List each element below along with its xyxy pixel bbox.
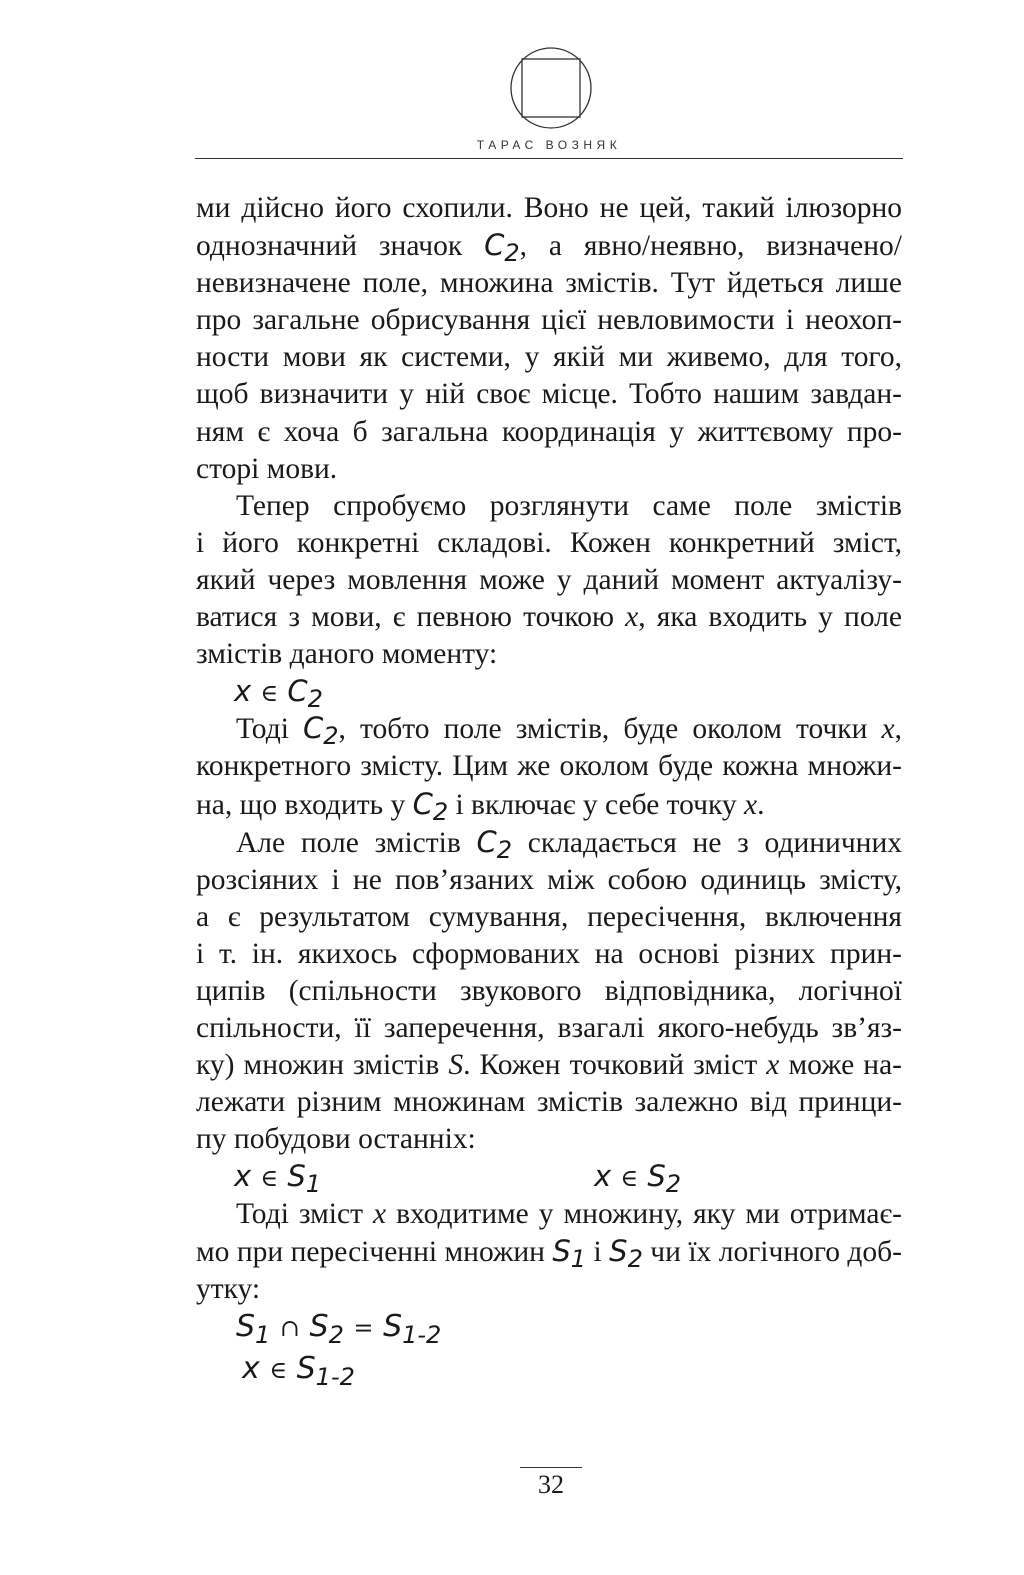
text-line: а є результатом сумування, пересічення, включення (196, 900, 902, 933)
formula-x-in-s12: x ∈ $S_{1-2}$ (242, 1350, 355, 1391)
text-line: Тоді $C_2$, тобто поле змістів, буде околом точки x, (236, 711, 902, 751)
page-body (196, 190, 902, 1392)
text-line: мо при пересіченні множин $S_1$ і $S_2$ чи їх логічного доб- (196, 1233, 902, 1273)
text-line: лежати різним множинам змістів залежно від принци- (196, 1086, 902, 1119)
text-line: утку: (196, 1272, 261, 1305)
formula-x-in-c2: x ∈ $C_2$ (234, 674, 323, 714)
text-line: невизначене поле, множина змістів. Тут йдеться лише (196, 267, 902, 300)
text-line: і т. ін. якихось сформованих на основі різних прин- (196, 937, 902, 970)
text-line: Тоді зміст x входитиме у множину, яку ми отримає- (236, 1197, 902, 1230)
text-line: змістів даного моменту: (196, 638, 498, 671)
text-line: ципів (спільности звукового відповідника, логічної (196, 974, 902, 1007)
text-line: про загальне обрисування цієї невловимости і неохоп- (196, 304, 902, 337)
text-line: ку) множин змістів S. Кожен точковий зміст x може на- (196, 1049, 902, 1082)
text-line: ми дійсно його схопили. Воно не цей, такий ілюзорно (196, 192, 902, 224)
text-line: ням є хоча б загальна координація у життєвому про- (196, 415, 902, 448)
text-line: Але поле змістів $C_2$ складається не з одиничних (236, 824, 902, 864)
text-line: ватися з мови, є певною точкою x, яка входить у поле (196, 601, 903, 634)
text-line: Тепер спробуємо розглянути саме поле змістів (236, 489, 902, 522)
text-line: розсіяних і не пов’язаних між собою одиниць змісту, (196, 863, 902, 896)
text-line: пу побудови останніх: (196, 1123, 476, 1156)
formula-x-in-s1: x ∈ $S_1$ (234, 1159, 322, 1199)
text-line: ности мови як системи, у якій ми живемо, для того, (196, 341, 902, 374)
text-line: щоб визначити у ній своє місце. Тобто нашим завдан- (196, 378, 902, 411)
text-line: сторі мови. (196, 452, 338, 485)
text-line: однозначний значок $C_2$, а явно/неявно, визначено/ (196, 228, 902, 268)
text-line: конкретного змісту. Цим же околом буде кожна множи- (196, 750, 902, 783)
running-header-author: ТАРАС ВОЗНЯК (476, 138, 622, 152)
formula-s1-cap-s2: $S_1$ ∩ $S_2 = S_{1-2}$ (236, 1308, 442, 1349)
text-line: який через мовлення може у даний момент актуалізу- (196, 563, 902, 596)
page-number: 32 (520, 1467, 582, 1500)
circle-square-logo (509, 46, 593, 130)
text-line: і його конкретні складові. Кожен конкретний зміст, (196, 526, 902, 559)
header-rule (195, 158, 903, 159)
formula-x-in-s2: x ∈ $S_2$ (594, 1159, 682, 1199)
text-line: на, що входить у $C_2$ і включає у себе точку x. (196, 786, 765, 826)
formula-x-in-s1-s2 (196, 1158, 902, 1199)
text-line: спільности, її заперечення, взагалі якого-небудь зв’яз- (196, 1012, 902, 1045)
math-symbol: $C_2$ (484, 228, 520, 268)
